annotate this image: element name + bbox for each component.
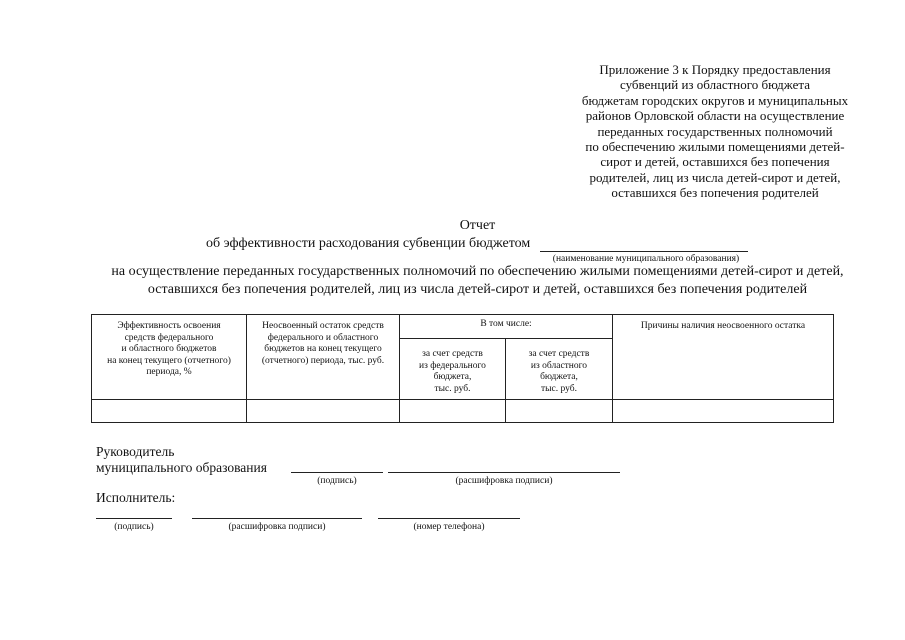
executor-signature-caption: (подпись): [114, 522, 154, 532]
header-text: бюджетов на конец текущего: [264, 344, 382, 354]
head-label: Руководитель: [96, 444, 175, 459]
header-regional-funds: [506, 339, 613, 400]
header-text: из федерального: [419, 360, 486, 371]
header-text: тыс. руб.: [541, 383, 577, 394]
head-signature-caption: (подпись): [317, 476, 357, 486]
header-text: и областного бюджетов: [121, 344, 217, 354]
cell-federal-funds[interactable]: [400, 400, 506, 423]
header-including: [400, 315, 613, 339]
header-efficiency: [92, 315, 247, 400]
header-text: за счет средств: [528, 349, 590, 359]
header-reasons: [613, 315, 834, 400]
executor-signature-decoding-line[interactable]: [192, 518, 362, 519]
report-table: [91, 314, 834, 423]
header-text: бюджета,: [540, 372, 578, 382]
executor-label: Исполнитель:: [96, 490, 176, 505]
report-title: Отчет: [459, 218, 496, 233]
header-text: Эффективность освоения: [117, 321, 221, 331]
municipality-name-blank[interactable]: [540, 251, 748, 252]
header-federal-funds: [400, 339, 506, 400]
table-row: [92, 400, 834, 423]
header-text: Причины наличия неосвоенного остатка: [640, 321, 806, 331]
cell-efficiency[interactable]: [92, 400, 247, 423]
appendix-line: субвенций из областного бюджета: [620, 77, 810, 93]
cell-regional-funds[interactable]: [506, 400, 613, 423]
executor-signature-decoding-caption: (расшифровка подписи): [228, 522, 326, 532]
appendix-header: [560, 62, 870, 201]
appendix-line: родителей, лиц из числа детей-сирот и детей,: [589, 169, 841, 185]
appendix-line: Приложение 3 к Порядку предоставления: [599, 62, 831, 77]
header-text: (отчетного) периода, тыс. руб.: [261, 355, 385, 366]
municipality-name-caption: (наименование муниципального образования): [552, 254, 740, 264]
header-text: В том числе:: [480, 319, 532, 329]
head-signature-decoding-line[interactable]: [388, 472, 620, 473]
report-title-line: об эффективности расходования субвенции бюджетом: [206, 236, 531, 251]
header-text: тыс. руб.: [434, 383, 471, 394]
header-text: федерального и областного: [267, 332, 379, 343]
header-text: Неосвоенный остаток средств: [262, 321, 384, 331]
executor-phone-line[interactable]: [378, 518, 520, 519]
report-title-line: оставшихся без попечения родителей, лиц из числа детей-сирот и детей, оставшихся без попечения родителей: [147, 282, 808, 297]
cell-reasons[interactable]: [613, 400, 834, 423]
appendix-line: сирот и детей, оставшихся без попечения: [600, 154, 830, 170]
header-text: бюджета,: [433, 372, 472, 382]
header-unspent-balance: [247, 315, 400, 400]
appendix-line: бюджетам городских округов и муниципальных: [581, 92, 849, 108]
executor-phone-caption: (номер телефона): [413, 522, 485, 532]
header-text: из областного: [530, 360, 588, 371]
cell-unspent-balance[interactable]: [247, 400, 400, 423]
appendix-line: переданных государственных полномочий: [597, 123, 833, 139]
header-text: периода, %: [146, 367, 192, 377]
appendix-line: оставшихся без попечения родителей: [611, 185, 819, 201]
appendix-line: районов Орловской области на осуществление: [585, 108, 845, 124]
head-signature-decoding-caption: (расшифровка подписи): [455, 476, 553, 486]
appendix-line: по обеспечению жилыми помещениями детей-: [585, 139, 845, 155]
header-text: средств федерального: [124, 332, 214, 343]
report-title-line: на осуществление переданных государственных полномочий по обеспечению жилыми помещениями детей-сирот и детей,: [111, 264, 844, 279]
header-text: на конец текущего (отчетного): [107, 355, 231, 366]
head-label: муниципального образования: [96, 460, 267, 475]
executor-signature-line[interactable]: [96, 518, 172, 519]
head-signature-line[interactable]: [291, 472, 383, 473]
header-text: за счет средств: [422, 349, 483, 359]
